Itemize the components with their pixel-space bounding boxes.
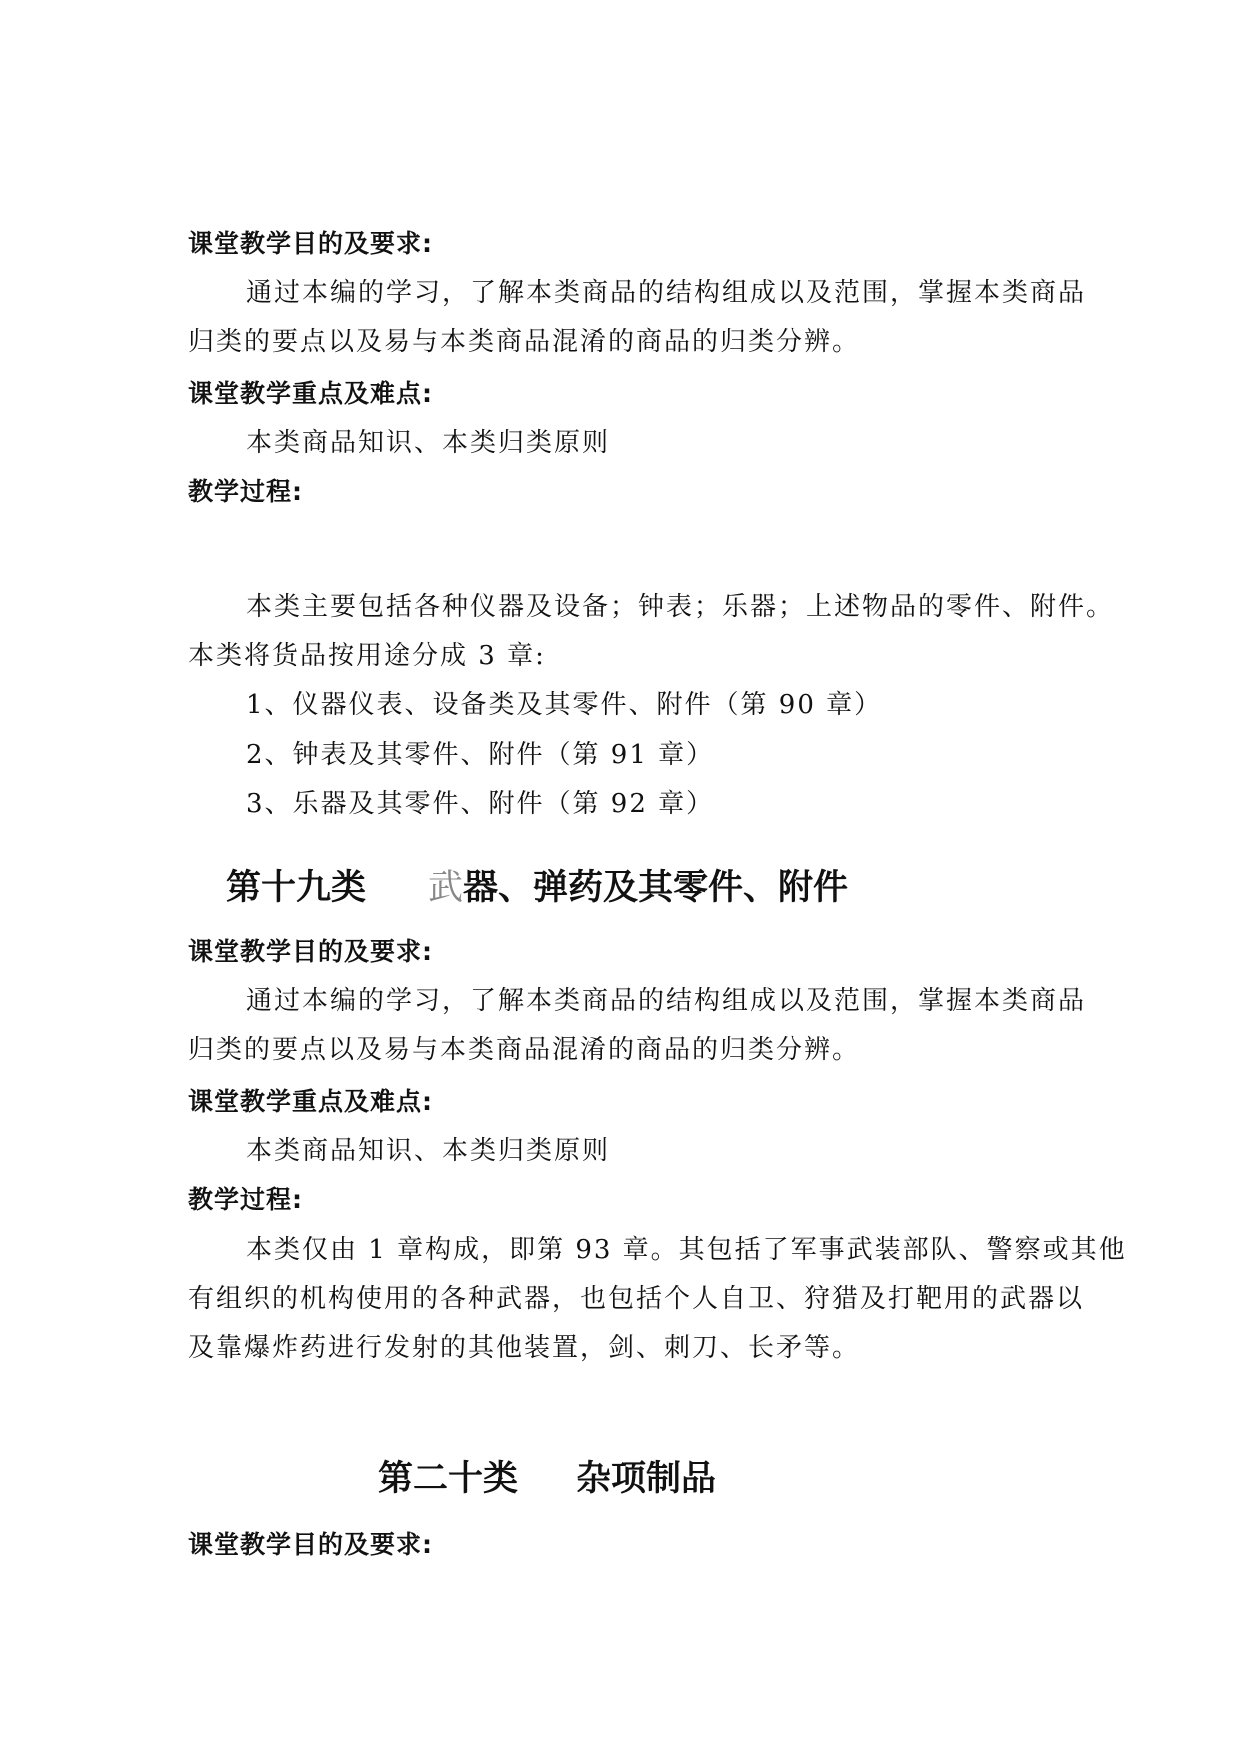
section-label-goal: 课堂教学目的及要求: [188, 1530, 433, 1559]
heading-number: 第十九类 [226, 868, 367, 908]
paragraph-process-line-2: 本类将货品按用途分成 3 章: [188, 641, 546, 671]
section-label-goal: 课堂教学目的及要求: [188, 229, 433, 258]
paragraph-goal-line-2: 归类的要点以及易与本类商品混淆的商品的归类分辨。 [188, 327, 861, 357]
paragraph-key: 本类商品知识、本类归类原则 [246, 1136, 611, 1166]
paragraph-goal-line-1: 通过本编的学习，了解本类商品的结构组成以及范围，掌握本类商品 [246, 986, 1087, 1016]
section-heading-19 [226, 866, 848, 910]
list-item: 3、乐器及其零件、附件（第 92 章） [246, 789, 715, 819]
paragraph-process-line-2: 有组织的机构使用的各种武器，也包括个人自卫、狩猎及打靶用的武器以 [188, 1284, 1085, 1314]
heading-first-char: 武 [428, 868, 464, 908]
paragraph-process-line-1: 本类仅由 1 章构成，即第 93 章。其包括了军事武装部队、警察或其他 [246, 1235, 1127, 1265]
section-label-key: 课堂教学重点及难点: [188, 379, 433, 408]
list-item: 2、钟表及其零件、附件（第 91 章） [246, 740, 715, 770]
list-item: 1、仪器仪表、设备类及其零件、附件（第 90 章） [246, 690, 883, 720]
section-label-goal: 课堂教学目的及要求: [188, 937, 433, 966]
section-heading-20 [378, 1457, 716, 1501]
paragraph-process-line-3: 及靠爆炸药进行发射的其他装置，剑、刺刀、长矛等。 [188, 1333, 861, 1363]
section-label-key: 课堂教学重点及难点: [188, 1087, 433, 1116]
paragraph-goal-line-2: 归类的要点以及易与本类商品混淆的商品的归类分辨。 [188, 1035, 861, 1065]
paragraph-key: 本类商品知识、本类归类原则 [246, 428, 611, 458]
heading-title: 杂项制品 [576, 1459, 717, 1499]
heading-title: 器、弹药及其零件、附件 [463, 868, 849, 908]
paragraph-process-line-1: 本类主要包括各种仪器及设备；钟表；乐器；上述物品的零件、附件。 [246, 592, 1115, 622]
section-label-process: 教学过程: [188, 1185, 303, 1214]
section-label-process: 教学过程: [188, 477, 303, 506]
heading-number: 第二十类 [378, 1459, 519, 1499]
paragraph-goal-line-1: 通过本编的学习，了解本类商品的结构组成以及范围，掌握本类商品 [246, 278, 1087, 308]
